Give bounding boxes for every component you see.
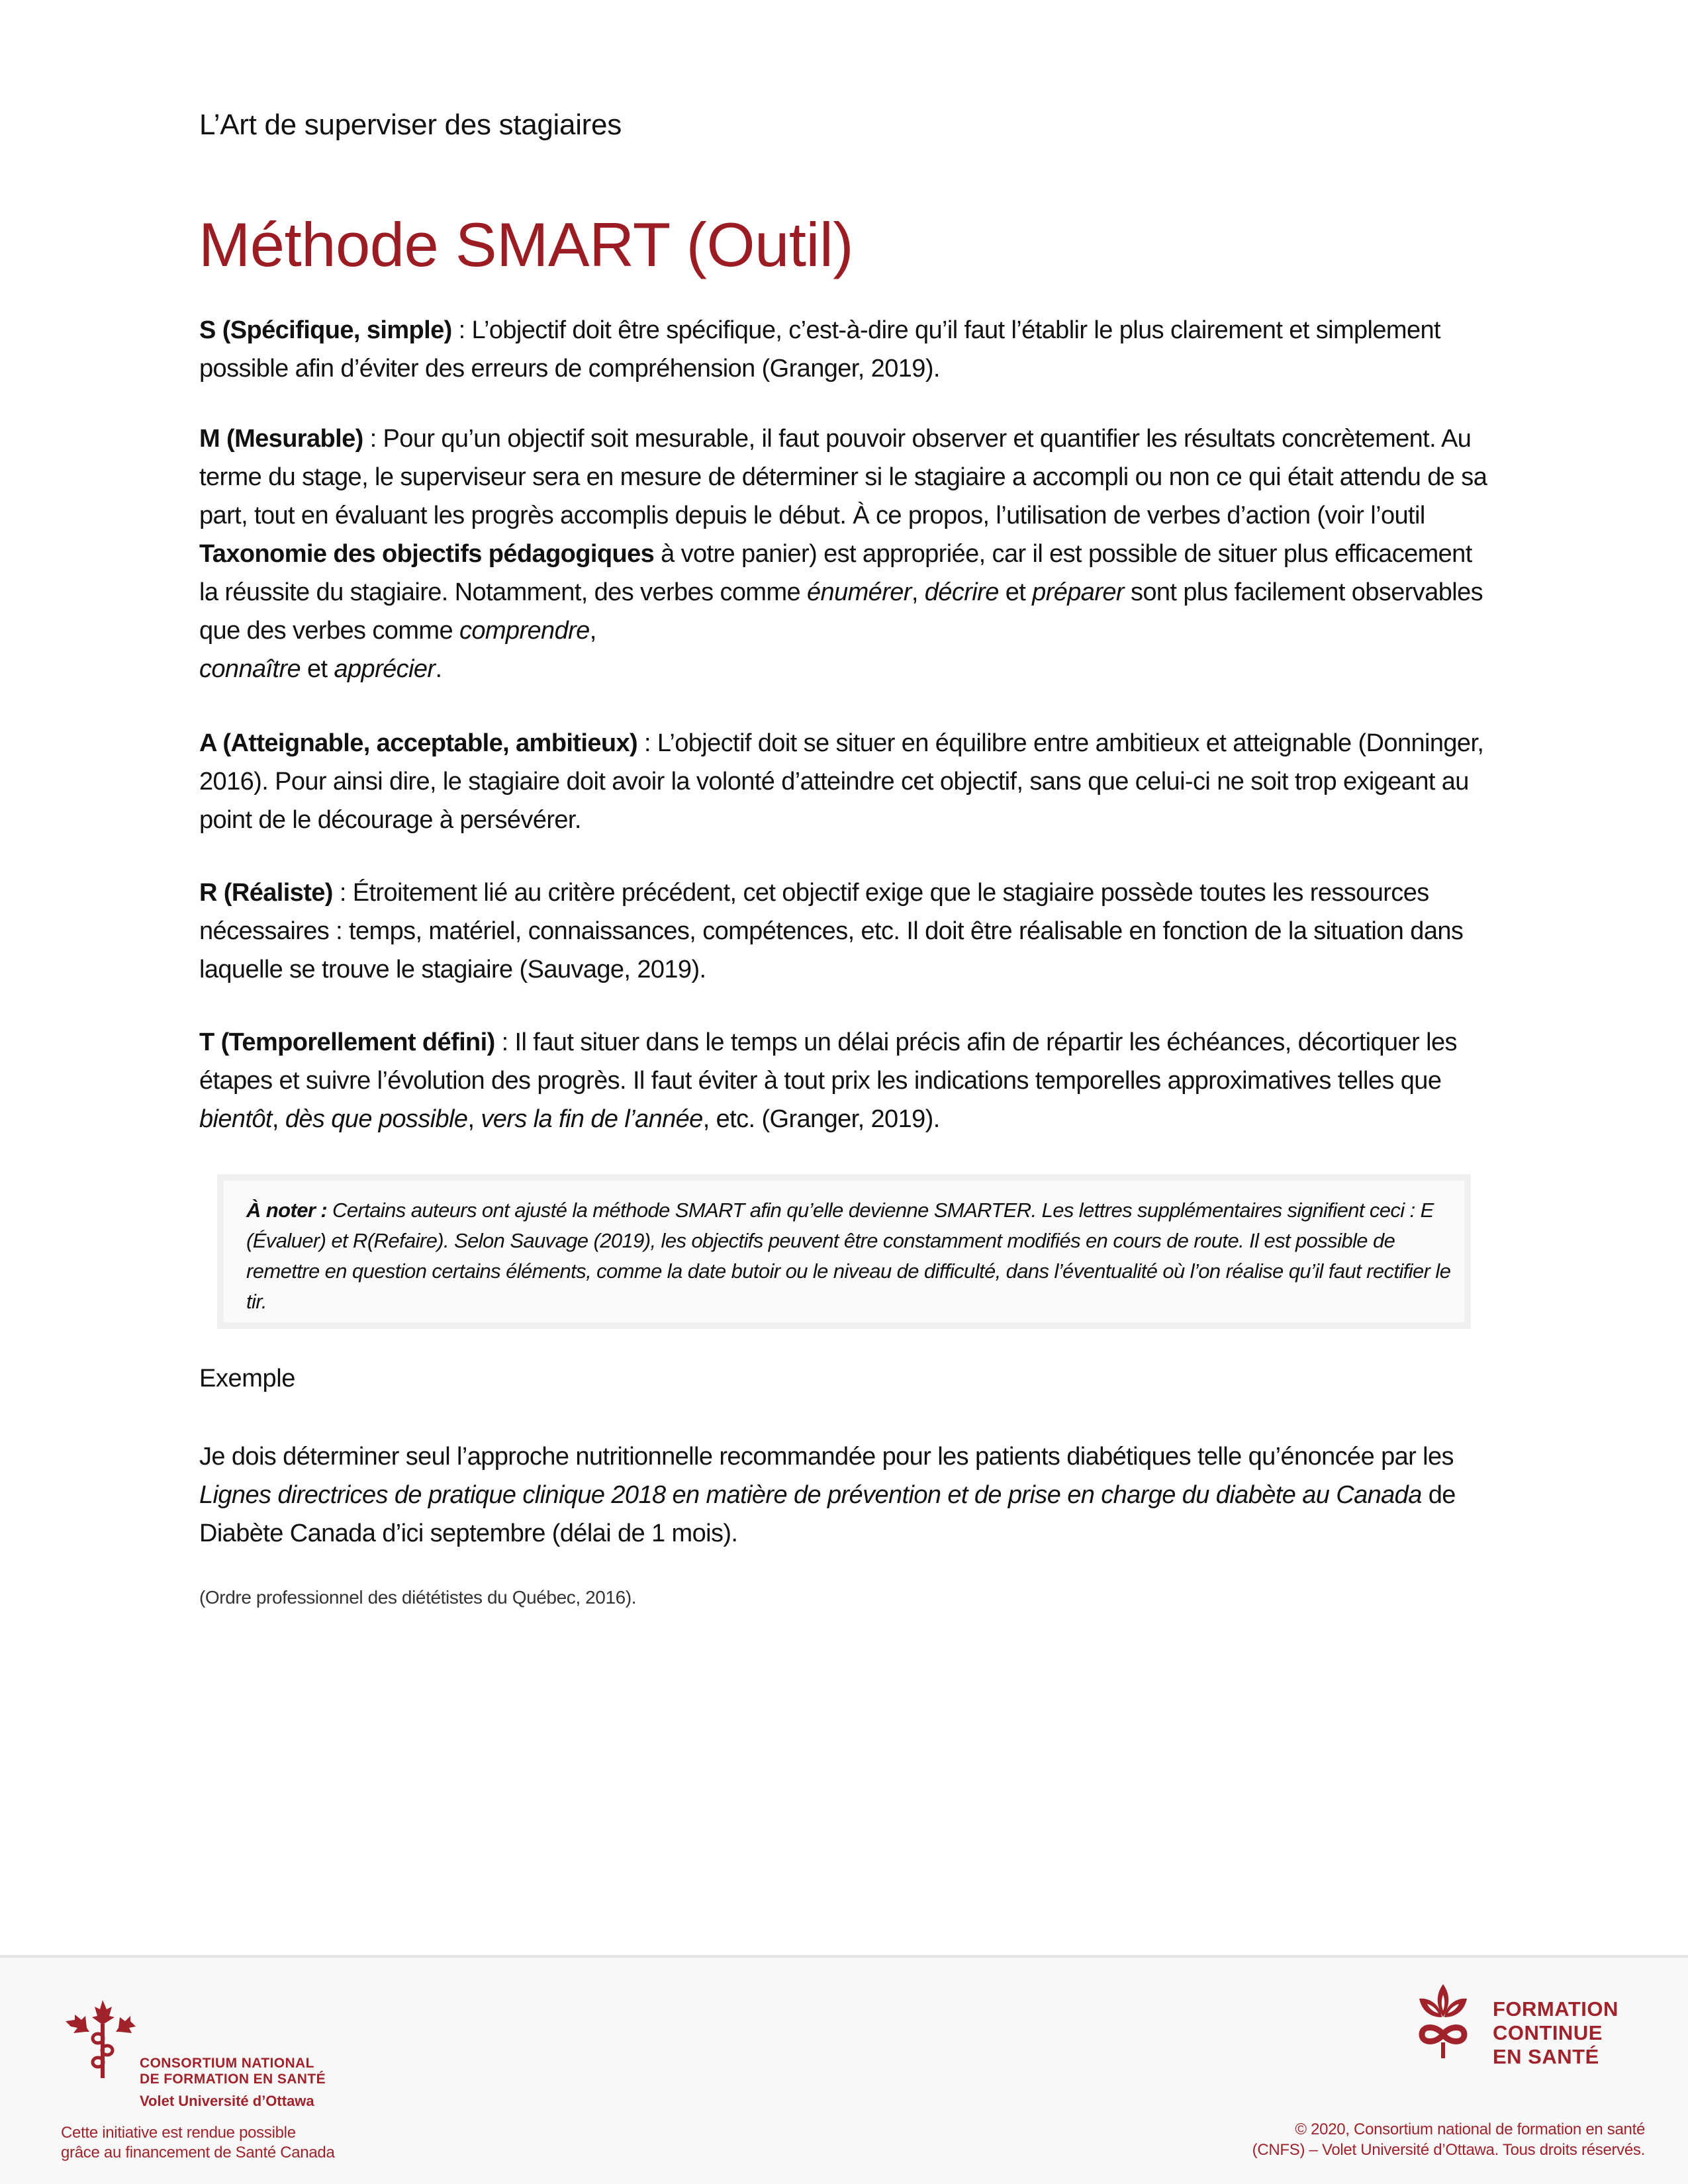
text-r: : Étroitement lié au critère précédent, cet objectif exige que le stagiaire possède toutes les ressources nécessaires : temps, matériel, connaissances, compétences, etc. Il doit être réalisable en fonction de la situation dans laquelle se trouve le stagiaire (Sauvage, 2019). xyxy=(199,879,1464,983)
section-mesurable xyxy=(199,420,1497,688)
maple-leaves-caduceus-icon xyxy=(63,1997,139,2080)
section-temporellement-defini xyxy=(199,1023,1497,1138)
term-r: R (Réaliste) xyxy=(199,879,333,907)
cnfs-logo-line2: DE FORMATION EN SANTÉ xyxy=(140,2071,326,2087)
text-m-1: : Pour qu’un objectif soit mesurable, il faut pouvoir observer et quantifier les résultats concrètement. Au terme du stage, le superviseur sera en mesure de déterminer si le stagiaire a accompli ou non ce qui était attendu de sa part, tout en évaluant les progrès accomplis depuis le début. À ce propos, l’utilisation de verbes d’action (voir l’outil xyxy=(199,425,1487,529)
example-text-1: Je dois déterminer seul l’approche nutritionnelle recommandée pour les patients diabétiques telle qu’énoncée par les xyxy=(199,1443,1454,1471)
separator: , xyxy=(589,617,596,645)
verb-comprendre: comprendre xyxy=(459,617,590,645)
term-t: T (Temporellement défini) xyxy=(199,1028,495,1056)
text-t-1: : Il faut situer dans le temps un délai précis afin de répartir les échéances, décortiquer les étapes et suivre l’évolution des progrès. Il faut éviter à tout prix les indications temporelles approximatives telles que xyxy=(199,1028,1457,1095)
tool-reference-link: Taxonomie des objectifs pédagogiques xyxy=(199,540,655,568)
copyright-line1: © 2020, Consortium national de formation en santé xyxy=(1295,2120,1645,2138)
cnfs-logo-line1: CONSORTIUM NATIONAL xyxy=(140,2056,314,2071)
page-header: L’Art de superviser des stagiaires xyxy=(199,109,622,141)
text-a: : L’objectif doit se situer en équilibre entre ambitieux et atteignable (Donninger, 2016). Pour ainsi dire, le stagiaire doit avoir la volonté d’atteindre cet objectif, sans que celui-ci ne soit trop exigeant au point de le décourage à persévérer. xyxy=(199,729,1484,834)
formation-continue-logo xyxy=(1417,1983,1635,2075)
copyright-line2: (CNFS) – Volet Université d’Ottawa. Tous droits réservés. xyxy=(1252,2141,1645,2159)
verb-preparer: préparer xyxy=(1032,578,1124,606)
callout-body: Certains auteurs ont ajusté la méthode SMART afin qu’elle devienne SMARTER. Les lettres supplémentaires signifient ceci : E (Évaluer) et R(Refaire). Selon Sauvage (2019), les objectifs peuvent être constamment modifiés en cours de route. Il est possible de remettre en question certains éléments, comme la date butoir ou le niveau de difficulté, dans l’éventualité où l’on réalise qu’il faut rectifier le tir. xyxy=(246,1199,1451,1313)
source-citation: (Ordre professionnel des diététistes du Québec, 2016). xyxy=(199,1587,637,1608)
separator: et xyxy=(301,655,334,683)
text-s: : L’objectif doit être spécifique, c’est-à-dire qu’il faut l’établir le plus clairement et simplement possible afin d’éviter des erreurs de compréhension (Granger, 2019). xyxy=(199,316,1440,383)
separator: , xyxy=(467,1105,481,1133)
funding-line2: grâce au financement de Santé Canada xyxy=(61,2144,335,2161)
example-fin-annee: vers la fin de l’année xyxy=(481,1105,703,1133)
term-s: S (Spécifique, simple) xyxy=(199,316,452,344)
example-heading: Exemple xyxy=(199,1365,296,1392)
section-realiste xyxy=(199,874,1497,989)
fc-logo-line2: CONTINUE xyxy=(1493,2021,1603,2044)
verb-enumerer: énumérer xyxy=(807,578,912,606)
page-title: Méthode SMART (Outil) xyxy=(199,210,854,279)
term-a: A (Atteignable, acceptable, ambitieux) xyxy=(199,729,638,757)
example-body xyxy=(199,1437,1497,1553)
separator: . xyxy=(435,655,442,683)
separator: , xyxy=(271,1105,285,1133)
guideline-title: Lignes directrices de pratique clinique 2018 en matière de prévention et de prise en charge du diabète au Canada xyxy=(199,1481,1422,1509)
text-t-2: , etc. (Granger, 2019). xyxy=(702,1105,940,1133)
example-text-2: de Diabète Canada d’ici septembre (délai de 1 mois). xyxy=(199,1481,1456,1547)
section-atteignable xyxy=(199,724,1497,839)
separator: , xyxy=(911,578,925,606)
leaf-infinity-icon xyxy=(1417,1983,1470,2059)
callout-label: À noter : xyxy=(246,1199,328,1222)
text-m-2: à votre panier) est appropriée, car il est possible de situer plus efficacement la réussite du stagiaire. Notamment, des verbes comme xyxy=(199,540,1472,606)
callout-text xyxy=(246,1195,1451,1317)
section-specifique xyxy=(199,311,1497,388)
funding-line1: Cette initiative est rendue possible xyxy=(61,2124,296,2142)
example-des-que-possible: dès que possible xyxy=(285,1105,468,1133)
example-bientot: bientôt xyxy=(199,1105,272,1133)
note-callout-box xyxy=(217,1174,1471,1329)
term-m: M (Mesurable) xyxy=(199,425,363,453)
text-m-3: sont plus facilement observables que des verbes comme xyxy=(199,578,1483,645)
cnfs-logo-line3: Volet Université d’Ottawa xyxy=(140,2093,314,2109)
verb-decrire: décrire xyxy=(924,578,999,606)
cnfs-logo xyxy=(63,1997,326,2116)
funding-statement xyxy=(61,2123,335,2163)
fc-logo-line3: EN SANTÉ xyxy=(1493,2045,1599,2068)
copyright-notice xyxy=(1252,2119,1645,2160)
verb-connaitre: connaître xyxy=(199,655,301,683)
page-footer xyxy=(0,1955,1688,2184)
verb-apprecier: apprécier xyxy=(334,655,436,683)
separator: et xyxy=(998,578,1033,606)
fc-logo-line1: FORMATION xyxy=(1493,1997,1618,2021)
